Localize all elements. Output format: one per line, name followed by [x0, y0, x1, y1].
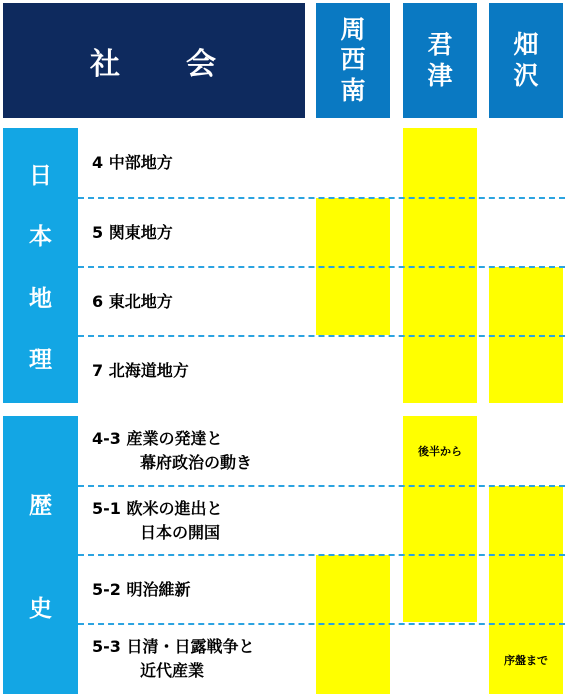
- school-header-kimitsu: [403, 3, 477, 118]
- unit-label: 5-3 日清・日露戦争と: [92, 637, 255, 656]
- unit-label-sub: 近代産業: [140, 661, 205, 680]
- unit-label: 4 中部地方: [92, 152, 173, 172]
- subject-char: 歴: [29, 492, 52, 519]
- school-char: 畑: [513, 30, 539, 59]
- unit-label-sub: 日本の開国: [140, 522, 221, 542]
- unit-row-western-advance: [92, 486, 312, 555]
- unit-row-hokkaido: [92, 336, 312, 405]
- unit-row-wars-industry: [92, 624, 312, 694]
- unit-row-tohoku: [92, 267, 312, 336]
- unit-row-chubu: [92, 128, 312, 197]
- unit-row-industry-shogunate: [92, 416, 312, 485]
- note-hatazawa-until-beginning: 序盤まで: [504, 654, 548, 667]
- unit-label: 5-2 明治維新: [92, 579, 191, 599]
- school-char: 南: [340, 75, 366, 105]
- unit-row-meiji-restoration: [92, 555, 312, 624]
- subject-label-japan-geography: [3, 128, 78, 403]
- unit-row-kanto: [92, 198, 312, 267]
- subject-char: 日: [29, 162, 52, 189]
- unit-label: 4-3 産業の発達と: [92, 428, 223, 448]
- school-char: 周: [340, 14, 366, 44]
- unit-label: 6 東北地方: [92, 291, 173, 311]
- note-kimitsu-latter-half: 後半から: [418, 445, 462, 458]
- unit-label: 5 関東地方: [92, 222, 173, 242]
- subject-title: 社 会: [3, 3, 305, 118]
- school-header-shusei-nan: [316, 3, 390, 118]
- unit-label-sub: 幕府政治の動き: [140, 452, 253, 472]
- school-char: 沢: [513, 60, 539, 90]
- subject-char: 地: [29, 285, 52, 312]
- unit-label: 7 北海道地方: [92, 360, 189, 380]
- school-char: 西: [340, 45, 366, 75]
- subject-label-history: [3, 416, 78, 694]
- unit-label: 5-1 欧米の進出と: [92, 498, 223, 518]
- subject-char: 理: [29, 347, 52, 374]
- school-char: 君: [427, 30, 453, 59]
- subject-char: 本: [29, 224, 52, 251]
- school-char: 津: [427, 60, 453, 90]
- subject-char: 史: [29, 596, 52, 623]
- school-header-hatazawa: [489, 3, 563, 118]
